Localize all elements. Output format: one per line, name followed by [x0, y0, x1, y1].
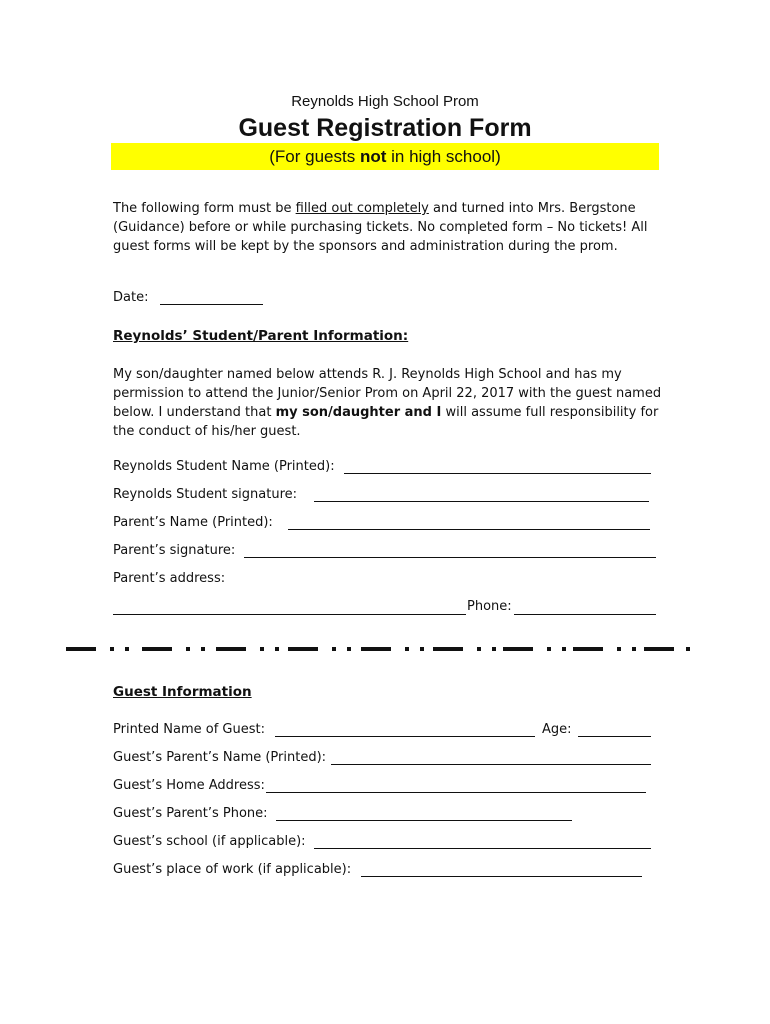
form-title: Guest Registration Form: [238, 114, 532, 142]
guest-name-label: Printed Name of Guest:: [113, 722, 265, 737]
student-signature-field[interactable]: [314, 501, 649, 502]
date-label: Date:: [113, 290, 149, 305]
student-name-field[interactable]: [344, 473, 651, 474]
parent-address-label: Parent’s address:: [113, 571, 226, 586]
age-label: Age:: [542, 722, 572, 737]
intro-rest: and turned into Mrs. Bergstone (Guidance) before or while purchasing tickets. No completed form – No tickets! All guest forms will be kept by the sponsors and administration during the prom.: [113, 201, 648, 254]
phone-field[interactable]: [514, 614, 656, 615]
guest-parent-phone-label: Guest’s Parent’s Phone:: [113, 806, 268, 821]
age-field[interactable]: [578, 736, 651, 737]
parent-signature-field[interactable]: [244, 557, 656, 558]
cut-line-divider: [66, 645, 692, 653]
guest-home-address-field[interactable]: [266, 792, 646, 793]
banner-suffix: in high school): [386, 147, 501, 166]
school-event-title: Reynolds High School Prom: [291, 93, 479, 110]
parent-address-field[interactable]: [113, 614, 466, 615]
permission-rest: will assume full responsibility for the conduct of his/her guest.: [113, 405, 659, 439]
permission-lead: My son/daughter named below attends R. J. Reynolds High School and has my permission to attend the Junior/Senior Prom on April 22, 2017 with the guest named below. I understand that: [113, 367, 662, 420]
guest-school-field[interactable]: [314, 848, 651, 849]
guest-home-address-label: Guest’s Home Address:: [113, 778, 265, 793]
guest-info-heading: Guest Information: [113, 684, 252, 700]
intro-paragraph: [113, 199, 673, 256]
guest-parent-phone-field[interactable]: [276, 820, 572, 821]
phone-label: Phone:: [467, 599, 512, 614]
permission-paragraph: [113, 365, 673, 441]
guest-eligibility-banner: [111, 143, 659, 170]
guest-school-label: Guest’s school (if applicable):: [113, 834, 306, 849]
guest-name-field[interactable]: [275, 736, 535, 737]
guest-parent-name-field[interactable]: [331, 764, 651, 765]
student-name-label: Reynolds Student Name (Printed):: [113, 459, 335, 474]
parent-name-label: Parent’s Name (Printed):: [113, 515, 273, 530]
guest-work-label: Guest’s place of work (if applicable):: [113, 862, 352, 877]
parent-signature-label: Parent’s signature:: [113, 543, 236, 558]
parent-name-field[interactable]: [288, 529, 650, 530]
date-field[interactable]: [160, 304, 263, 305]
guest-parent-name-label: Guest’s Parent’s Name (Printed):: [113, 750, 327, 765]
student-parent-heading: Reynolds’ Student/Parent Information:: [113, 328, 409, 344]
banner-prefix: (For guests: [269, 147, 360, 166]
guest-work-field[interactable]: [361, 876, 642, 877]
permission-bold: my son/daughter and I: [275, 405, 442, 420]
student-signature-label: Reynolds Student signature:: [113, 487, 298, 502]
banner-bold-word: not: [359, 147, 387, 166]
intro-lead: The following form must be: [113, 201, 296, 216]
intro-underlined: filled out completely: [295, 201, 429, 216]
